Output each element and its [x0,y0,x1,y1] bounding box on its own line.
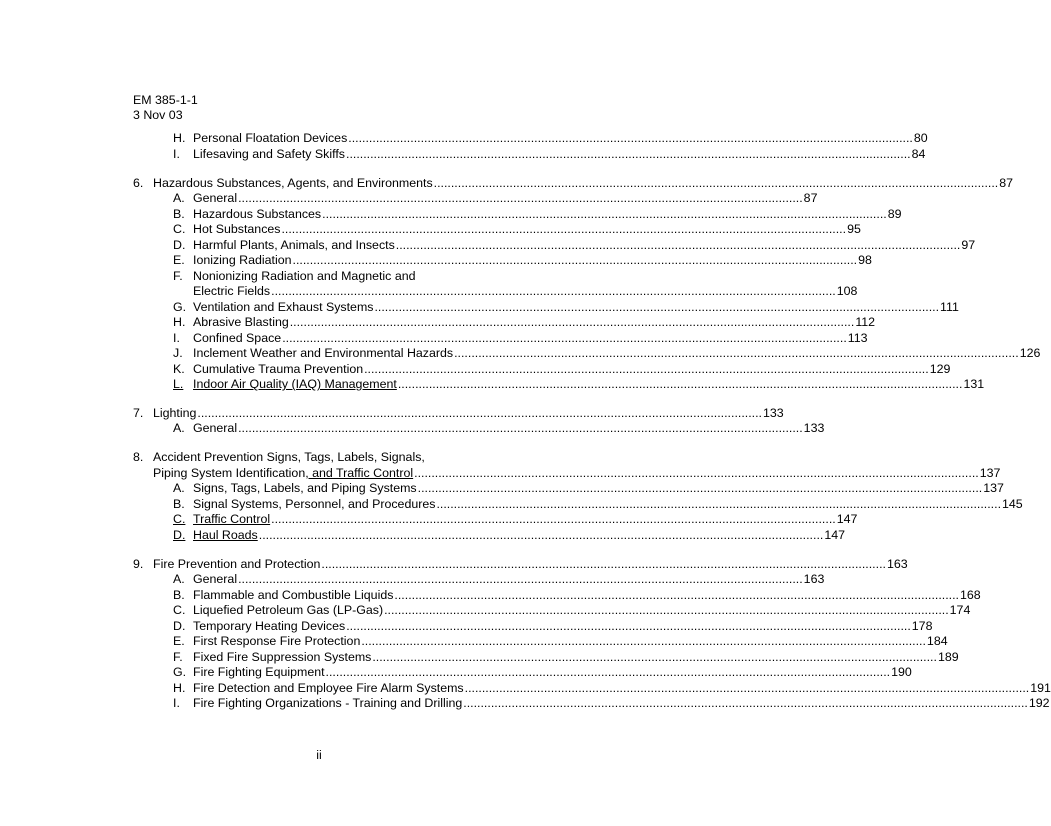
leader-dots: .................................................................................................................................................................... [414,466,979,480]
leader-dots: .................................................................................................................................................................... [238,191,803,205]
toc-title: General [193,572,238,586]
toc-page: 145 [1002,497,1023,511]
toc-entry: D. Harmful Plants, Animals, and Insects .................................................................................................................................................................... 97 [173,238,976,252]
toc-title: Hazardous Substances [193,207,322,221]
toc-page: 111 [940,300,959,314]
toc-title-underlined: , and Traffic Control [305,466,414,480]
leader-dots: .................................................................................................................................................................... [372,650,937,664]
leader-dots: .................................................................................................................................................................... [384,603,949,617]
toc-page: 95 [847,222,861,236]
toc-page: 163 [886,557,908,571]
toc-title: Indoor Air Quality (IAQ) Management [193,377,397,391]
toc-entry: C. Traffic Control .................................................................................................................................................................... 147 [173,512,858,526]
toc-entry: A. Signs, Tags, Labels, and Piping Systems .................................................................................................................................................................... 137 [173,481,1004,495]
toc-entry: B. Flammable and Combustible Liquids .................................................................................................................................................................... 168 [173,588,981,602]
toc-entry: A. General .................................................................................................................................................................... 87 [173,191,818,205]
toc-entry: B. Hazardous Substances .................................................................................................................................................................... 89 [173,207,902,221]
toc-page: 190 [891,665,912,679]
leader-dots: .................................................................................................................................................................... [322,207,887,221]
toc-page: 168 [960,588,981,602]
toc-chapter: 7. Lighting .................................................................................................................................................................... 133 [133,406,784,420]
toc-title: Ionizing Radiation [193,253,292,267]
toc-title: Fire Fighting Equipment [193,665,325,679]
toc-title: Hazardous Substances, Agents, and Environments [153,176,433,190]
toc-page: 97 [961,238,976,252]
leader-dots: .................................................................................................................................................................... [397,377,963,391]
toc-entry: D. Temporary Heating Devices .................................................................................................................................................................... 178 [173,619,933,633]
toc-title: Nonionizing Radiation and Magnetic and [193,269,416,283]
toc-entry: C. Hot Substances .................................................................................................................................................................... 95 [173,222,861,236]
page-number: ii [316,748,322,762]
toc-entry: G. Ventilation and Exhaust Systems .................................................................................................................................................................... 111 [173,300,959,314]
toc-entry: E. Ionizing Radiation .................................................................................................................................................................... 98 [173,253,872,267]
toc-title: Hot Substances [193,222,281,236]
toc-page: 87 [999,176,1014,190]
toc-title: Signs, Tags, Labels, and Piping Systems [193,481,417,495]
toc-page: 133 [803,421,825,435]
toc-entry: G. Fire Fighting Equipment .................................................................................................................................................................... 190 [173,665,912,679]
leader-dots: .................................................................................................................................................................... [238,572,803,586]
toc-page: 108 [836,284,858,298]
toc-entry-continued [193,283,858,299]
toc-chapter: 8. Accident Prevention Signs, Tags, Labels, Signals, [133,450,425,464]
toc-title: Abrasive Blasting [193,315,289,329]
leader-dots: .................................................................................................................................................................... [395,238,961,252]
toc-entry: F. Nonionizing Radiation and Magnetic and [173,269,416,283]
toc-title: Piping System Identification [153,466,306,480]
toc-title: Confined Space [193,331,282,345]
toc-page: 98 [858,253,872,267]
leader-dots: .................................................................................................................................................................... [464,681,1030,695]
toc-page: 133 [762,406,784,420]
leader-dots: .................................................................................................................................................................... [436,497,1002,511]
toc-page: 178 [911,619,933,633]
toc-title: General [193,191,238,205]
leader-dots: .................................................................................................................................................................... [346,619,911,633]
toc-title: Lifesaving and Safety Skiffs [193,147,345,161]
toc-entry: H. Abrasive Blasting .................................................................................................................................................................... 112 [173,315,876,329]
toc-entry: I. Lifesaving and Safety Skiffs .................................................................................................................................................................... 84 [173,147,926,161]
leader-dots: .................................................................................................................................................................... [417,481,983,495]
toc-title: Liquefied Petroleum Gas (LP-Gas) [193,603,384,617]
toc-entry: A. General .................................................................................................................................................................... 133 [173,421,825,435]
toc-page: 137 [983,481,1004,495]
toc-page: 191 [1030,681,1051,695]
toc-entry: I. Confined Space .................................................................................................................................................................... 113 [173,331,868,345]
toc-title: Harmful Plants, Animals, and Insects [193,238,395,252]
leader-dots: .................................................................................................................................................................... [281,222,847,236]
toc-title: Fire Prevention and Protection [153,557,321,571]
leader-dots: .................................................................................................................................................................... [282,331,847,345]
document-date: 3 Nov 03 [133,108,183,122]
toc-entry: K. Cumulative Trauma Prevention .................................................................................................................................................................... 129 [173,362,951,376]
toc-title: First Response Fire Protection [193,634,361,648]
toc-entry: E. First Response Fire Protection .................................................................................................................................................................... 184 [173,634,948,648]
leader-dots: .................................................................................................................................................................... [321,557,886,571]
leader-dots: .................................................................................................................................................................... [361,634,926,648]
toc-page: 147 [836,512,858,526]
document-id: EM 385-1-1 [133,93,198,107]
leader-dots: .................................................................................................................................................................... [258,528,824,542]
toc-page: 89 [887,207,902,221]
toc-title: Ventilation and Exhaust Systems [193,300,374,314]
toc-entry: B. Signal Systems, Personnel, and Procedures .................................................................................................................................................................... 145 [173,497,1023,511]
toc-title: Electric Fields [193,284,271,298]
toc-page: 131 [963,377,985,391]
leader-dots: .................................................................................................................................................................... [346,147,911,161]
toc-title: Haul Roads [193,528,258,542]
leader-dots: .................................................................................................................................................................... [394,588,959,602]
toc-title: Cumulative Trauma Prevention [193,362,364,376]
leader-dots: .................................................................................................................................................................... [463,696,1028,710]
toc-page: 137 [979,466,1001,480]
leader-dots: .................................................................................................................................................................... [238,421,803,435]
toc-chapter: 6. Hazardous Substances, Agents, and Environments .................................................................................................................................................................... 87 [133,176,1014,190]
toc-entry: I. Fire Fighting Organizations - Training and Drilling .................................................................................................................................................................... 192 [173,696,1050,710]
toc-page: 184 [926,634,948,648]
leader-dots: .................................................................................................................................................................... [271,284,836,298]
toc-title: Signal Systems, Personnel, and Procedures [193,497,436,511]
toc-title: General [193,421,238,435]
toc-entry: C. Liquefied Petroleum Gas (LP-Gas) .................................................................................................................................................................... 174 [173,603,971,617]
toc-title: Traffic Control [193,512,271,526]
leader-dots: .................................................................................................................................................................... [197,406,762,420]
toc-page: 112 [855,315,876,329]
toc-page: 163 [803,572,825,586]
toc-title: Fire Fighting Organizations - Training and Drilling [193,696,463,710]
toc-entry: L. Indoor Air Quality (IAQ) Management .................................................................................................................................................................... 131 [173,377,985,391]
leader-dots: .................................................................................................................................................................... [292,253,858,267]
toc-title: Fire Detection and Employee Fire Alarm Systems [193,681,464,695]
toc-chapter: 9. Fire Prevention and Protection .................................................................................................................................................................... 163 [133,557,908,571]
toc-title: Inclement Weather and Environmental Hazards [193,346,454,360]
toc-title: Fixed Fire Suppression Systems [193,650,372,664]
toc-page: 113 [847,331,868,345]
leader-dots: .................................................................................................................................................................... [271,512,836,526]
toc-page: 84 [911,147,926,161]
toc-entry: H. Personal Floatation Devices .................................................................................................................................................................... 80 [173,131,928,145]
toc-entry: D. Haul Roads .................................................................................................................................................................... 147 [173,528,846,542]
toc-page: 147 [824,528,846,542]
toc-entry: J. Inclement Weather and Environmental Hazards .................................................................................................................................................................... 126 [173,346,1041,360]
toc-page: 129 [929,362,951,376]
toc-entry: F. Fixed Fire Suppression Systems .................................................................................................................................................................... 189 [173,650,959,664]
leader-dots: .................................................................................................................................................................... [289,315,855,329]
toc-title: Personal Floatation Devices [193,131,348,145]
toc-page: 192 [1028,696,1050,710]
toc-page: 87 [803,191,818,205]
toc-chapter-continued [153,465,1001,481]
leader-dots: .................................................................................................................................................................... [348,131,913,145]
toc-page: 126 [1019,346,1041,360]
leader-dots: .................................................................................................................................................................... [325,665,891,679]
toc-page: 174 [949,603,971,617]
toc-page: 80 [913,131,928,145]
leader-dots: .................................................................................................................................................................... [433,176,999,190]
leader-dots: .................................................................................................................................................................... [374,300,940,314]
toc-page: 189 [937,650,959,664]
toc-entry: H. Fire Detection and Employee Fire Alarm Systems .................................................................................................................................................................... 191 [173,681,1051,695]
toc-title: Lighting [153,406,197,420]
toc-entry: A. General .................................................................................................................................................................... 163 [173,572,825,586]
leader-dots: .................................................................................................................................................................... [364,362,929,376]
toc-title: Temporary Heating Devices [193,619,346,633]
toc-title: Accident Prevention Signs, Tags, Labels, Signals, [153,450,425,464]
leader-dots: .................................................................................................................................................................... [454,346,1019,360]
toc-title: Flammable and Combustible Liquids [193,588,394,602]
